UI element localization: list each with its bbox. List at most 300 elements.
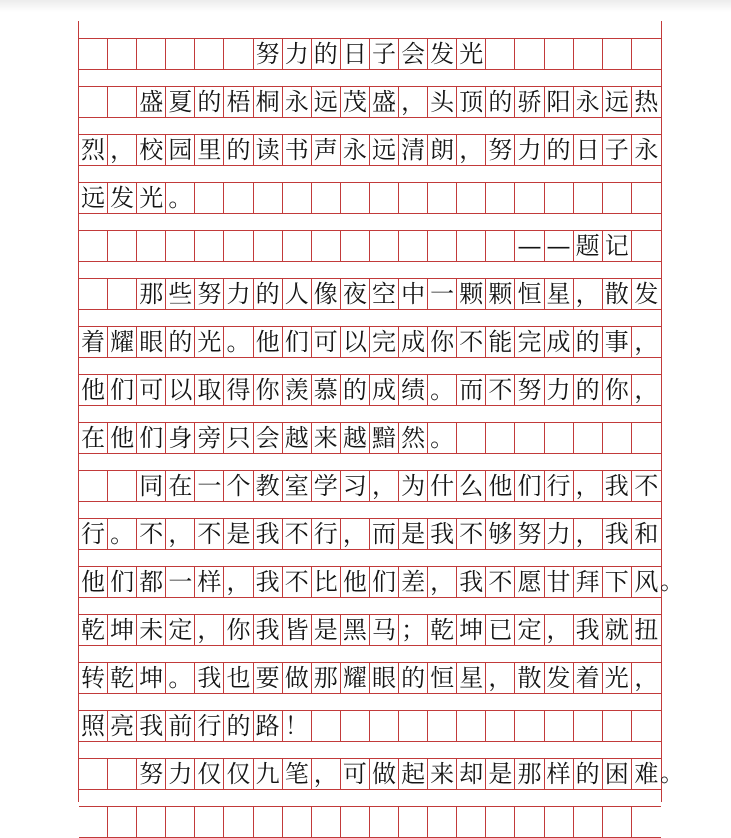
grid-cell: 力 <box>515 135 544 165</box>
grid-cell <box>195 231 224 261</box>
grid-cell <box>399 711 428 741</box>
grid-cell <box>574 807 603 837</box>
grid-cell <box>545 183 574 213</box>
grid-cell: 书 <box>283 135 312 165</box>
grid-cell: ， <box>634 376 659 404</box>
grid-row <box>79 710 661 742</box>
grid-cell: 而 <box>370 519 399 549</box>
grid-cell <box>195 807 224 837</box>
grid-cell <box>428 807 457 837</box>
grid-cell: 不 <box>283 567 312 597</box>
grid-cell <box>457 423 486 453</box>
grid-cell: 远 <box>603 87 632 117</box>
grid-cell: 记 <box>603 231 632 261</box>
grid-cell: ， <box>574 279 603 309</box>
grid-row <box>79 662 661 694</box>
grid-cell: 行 <box>545 471 574 501</box>
grid-cell: 子 <box>603 135 632 165</box>
grid-cell: 的 <box>224 711 253 741</box>
grid-cell: 朗 <box>428 135 457 165</box>
grid-cell <box>283 183 312 213</box>
grid-cell: 绩 <box>399 375 428 405</box>
grid-cell: ， <box>486 663 515 693</box>
grid-cell: 我 <box>603 471 632 501</box>
grid-cell: 着 <box>574 663 603 693</box>
grid-cell <box>603 183 632 213</box>
grid-row <box>79 86 661 118</box>
grid-cell <box>428 711 457 741</box>
grid-cell: 的 <box>224 135 253 165</box>
grid-cell: 力 <box>545 519 574 549</box>
grid-cell: 题 <box>574 231 603 261</box>
grid-cell: 笔 <box>283 759 312 789</box>
grid-cell: ， <box>399 87 428 117</box>
grid-cell: 骄 <box>515 87 544 117</box>
grid-cell: 在 <box>166 471 195 501</box>
grid-cell <box>137 39 166 69</box>
grid-cell: 难 <box>634 760 659 788</box>
grid-cell <box>603 423 632 453</box>
grid-cell <box>574 423 603 453</box>
grid-cell: 你 <box>224 615 253 645</box>
grid-cell: — <box>515 231 544 261</box>
grid-cell: 不 <box>457 519 486 549</box>
grid-cell: 乾 <box>108 663 137 693</box>
grid-cell: 散 <box>515 663 544 693</box>
grid-cell: 头 <box>428 87 457 117</box>
grid-cell: 样 <box>545 759 574 789</box>
margin-punctuation: 。 <box>660 759 684 787</box>
grid-cell: 习 <box>341 471 370 501</box>
grid-cell <box>515 39 544 69</box>
grid-cell: 盛 <box>137 87 166 117</box>
grid-cell: 恒 <box>428 663 457 693</box>
grid-cell: 颗 <box>486 279 515 309</box>
grid-cell: 乾 <box>428 615 457 645</box>
grid-cell <box>545 807 574 837</box>
grid-cell: ， <box>428 567 457 597</box>
grid-cell: 远 <box>79 183 108 213</box>
grid-cell: 星 <box>545 279 574 309</box>
grid-cell: 力 <box>224 279 253 309</box>
grid-cell: 前 <box>166 711 195 741</box>
grid-cell: 他 <box>108 423 137 453</box>
grid-cell <box>545 711 574 741</box>
grid-cell: ， <box>634 328 659 356</box>
grid-cell: 乾 <box>79 615 108 645</box>
grid-cell: 以 <box>166 375 195 405</box>
grid-cell: 那 <box>515 759 544 789</box>
grid-cell <box>137 231 166 261</box>
grid-cell <box>195 39 224 69</box>
grid-cell: 然 <box>399 423 428 453</box>
grid-cell: 是 <box>312 615 341 645</box>
grid-cell <box>341 807 370 837</box>
grid-cell: 做 <box>370 759 399 789</box>
grid-cell: 拜 <box>574 567 603 597</box>
grid-cell <box>399 231 428 261</box>
grid-cell <box>341 231 370 261</box>
grid-cell: 光 <box>195 327 224 357</box>
grid-cell: ， <box>108 135 137 165</box>
grid-cell: 光 <box>603 663 632 693</box>
grid-cell: 光 <box>457 39 486 69</box>
grid-cell: 们 <box>515 471 544 501</box>
grid-cell: 颗 <box>457 279 486 309</box>
grid-cell <box>632 183 661 213</box>
grid-cell: 我 <box>428 519 457 549</box>
grid-cell: ， <box>166 519 195 549</box>
grid-cell: 羡 <box>283 375 312 405</box>
grid-cell: 却 <box>457 759 486 789</box>
grid-row <box>79 422 661 454</box>
grid-cell <box>312 807 341 837</box>
grid-cell: 路 <box>254 711 283 741</box>
grid-cell: 一 <box>166 567 195 597</box>
grid-cell: 坤 <box>457 615 486 645</box>
grid-cell: 永 <box>283 87 312 117</box>
grid-cell: 那 <box>137 279 166 309</box>
grid-cell: 永 <box>341 135 370 165</box>
grid-cell: 他 <box>341 567 370 597</box>
grid-cell <box>79 807 108 837</box>
grid-cell: 阳 <box>545 87 574 117</box>
grid-cell: 得 <box>224 375 253 405</box>
grid-cell <box>486 183 515 213</box>
grid-cell: 不 <box>137 519 166 549</box>
grid-cell: 声 <box>312 135 341 165</box>
grid-cell <box>79 471 108 501</box>
grid-cell: 努 <box>486 135 515 165</box>
composition-grid-sheet <box>78 21 662 802</box>
grid-cell: 什 <box>428 471 457 501</box>
grid-cell <box>603 711 632 741</box>
grid-cell <box>574 183 603 213</box>
grid-cell <box>166 39 195 69</box>
grid-cell: 们 <box>283 327 312 357</box>
grid-cell: 着 <box>79 327 108 357</box>
grid-cell: 远 <box>370 135 399 165</box>
grid-cell: ！ <box>283 711 312 741</box>
grid-cell: 你 <box>254 375 283 405</box>
grid-cell: 的 <box>574 759 603 789</box>
grid-cell: 扭 <box>634 616 659 644</box>
grid-cell: 已 <box>486 615 515 645</box>
grid-cell: 而 <box>457 375 486 405</box>
grid-cell <box>224 39 253 69</box>
grid-cell: 像 <box>312 279 341 309</box>
grid-cell: 行 <box>312 519 341 549</box>
grid-cell: 我 <box>254 615 283 645</box>
grid-cell: 越 <box>341 423 370 453</box>
grid-cell: 梧 <box>224 87 253 117</box>
grid-cell: 行 <box>195 711 224 741</box>
grid-cell: 我 <box>603 519 632 549</box>
grid-cell: ， <box>224 567 253 597</box>
grid-cell: 定 <box>166 615 195 645</box>
grid-cell <box>574 39 603 69</box>
grid-cell: 我 <box>457 567 486 597</box>
grid-cell: ， <box>195 615 224 645</box>
grid-cell: 里 <box>195 135 224 165</box>
grid-cell <box>486 711 515 741</box>
grid-cell: 星 <box>457 663 486 693</box>
grid-cell: 不 <box>283 519 312 549</box>
grid-cell: 烈 <box>79 135 108 165</box>
grid-cell <box>79 759 108 789</box>
grid-cell: 起 <box>399 759 428 789</box>
grid-cell <box>370 183 399 213</box>
grid-cell: 身 <box>166 423 195 453</box>
grid-cell: ， <box>545 615 574 645</box>
grid-cell: 坤 <box>108 615 137 645</box>
grid-cell <box>515 807 544 837</box>
grid-cell <box>457 231 486 261</box>
grid-cell <box>254 807 283 837</box>
grid-cell: 未 <box>137 615 166 645</box>
grid-cell: 仅 <box>195 759 224 789</box>
grid-cell: — <box>545 231 574 261</box>
grid-cell: 的 <box>574 375 603 405</box>
grid-cell: 眼 <box>370 663 399 693</box>
grid-cell <box>79 279 108 309</box>
grid-cell <box>632 231 661 261</box>
grid-cell <box>312 711 341 741</box>
grid-cell: 一 <box>195 471 224 501</box>
grid-row <box>79 134 661 166</box>
grid-cell: 比 <box>312 567 341 597</box>
grid-cell: ； <box>399 615 428 645</box>
grid-cell: 慕 <box>312 375 341 405</box>
grid-cell: 差 <box>399 567 428 597</box>
grid-cell: 和 <box>634 520 659 548</box>
grid-cell <box>370 231 399 261</box>
grid-cell: 一 <box>428 279 457 309</box>
grid-cell: 不 <box>486 567 515 597</box>
grid-cell: 读 <box>254 135 283 165</box>
grid-cell: 努 <box>254 39 283 69</box>
title-row <box>79 38 661 70</box>
grid-cell <box>254 183 283 213</box>
grid-cell: 热 <box>634 88 659 116</box>
grid-row <box>79 470 661 502</box>
grid-cell <box>137 807 166 837</box>
grid-cell: 日 <box>574 135 603 165</box>
grid-cell <box>515 183 544 213</box>
grid-cell <box>254 231 283 261</box>
grid-cell <box>632 39 661 69</box>
grid-cell: 夏 <box>166 87 195 117</box>
grid-cell: 发 <box>108 183 137 213</box>
grid-cell: 会 <box>254 423 283 453</box>
grid-cell: ， <box>574 471 603 501</box>
grid-cell <box>79 87 108 117</box>
grid-cell <box>108 231 137 261</box>
grid-cell: 可 <box>312 327 341 357</box>
grid-cell: 黑 <box>341 615 370 645</box>
grid-row <box>79 806 661 838</box>
grid-cell: 照 <box>79 711 108 741</box>
grid-cell: 个 <box>224 471 253 501</box>
grid-cell <box>108 471 137 501</box>
grid-cell: 么 <box>457 471 486 501</box>
grid-cell: 清 <box>399 135 428 165</box>
grid-cell: 完 <box>515 327 544 357</box>
grid-cell: 会 <box>399 39 428 69</box>
grid-cell <box>486 39 515 69</box>
grid-row <box>79 374 661 406</box>
grid-cell: 定 <box>515 615 544 645</box>
grid-cell: 些 <box>166 279 195 309</box>
grid-cell: 就 <box>603 615 632 645</box>
grid-cell: 不 <box>486 375 515 405</box>
grid-cell: 桐 <box>254 87 283 117</box>
grid-cell: 校 <box>137 135 166 165</box>
grid-cell <box>312 183 341 213</box>
grid-cell <box>108 39 137 69</box>
grid-cell: ， <box>634 664 659 692</box>
grid-cell: 。 <box>166 183 195 213</box>
grid-cell: 成 <box>545 327 574 357</box>
grid-cell <box>574 711 603 741</box>
grid-cell: 的 <box>254 279 283 309</box>
grid-cell: 的 <box>574 327 603 357</box>
grid-cell: 亮 <box>108 711 137 741</box>
grid-cell <box>632 807 661 837</box>
grid-cell: 夜 <box>341 279 370 309</box>
grid-cell: 不 <box>457 327 486 357</box>
grid-cell: ， <box>312 759 341 789</box>
grid-row <box>79 518 661 550</box>
grid-cell <box>79 231 108 261</box>
grid-cell <box>195 183 224 213</box>
grid-cell <box>603 39 632 69</box>
grid-cell: 力 <box>166 759 195 789</box>
grid-cell <box>283 807 312 837</box>
grid-cell: 努 <box>195 279 224 309</box>
grid-cell: 空 <box>370 279 399 309</box>
grid-cell: 盛 <box>370 87 399 117</box>
grid-row <box>79 326 661 358</box>
grid-cell: 旁 <box>195 423 224 453</box>
grid-cell: ， <box>370 471 399 501</box>
grid-row <box>79 566 661 598</box>
grid-cell <box>370 711 399 741</box>
grid-cell: 愿 <box>515 567 544 597</box>
grid-cell: 力 <box>545 375 574 405</box>
grid-cell: 取 <box>195 375 224 405</box>
grid-cell <box>603 807 632 837</box>
grid-row <box>79 278 661 310</box>
grid-cell <box>428 183 457 213</box>
grid-row <box>79 614 661 646</box>
grid-cell: 教 <box>254 471 283 501</box>
grid-cell: 耀 <box>341 663 370 693</box>
grid-cell: 都 <box>137 567 166 597</box>
grid-cell: 恒 <box>515 279 544 309</box>
grid-cell <box>108 279 137 309</box>
grid-cell <box>428 231 457 261</box>
grid-cell: 远 <box>312 87 341 117</box>
grid-cell: 我 <box>195 663 224 693</box>
grid-cell: 发 <box>634 280 659 308</box>
grid-cell: 不 <box>195 519 224 549</box>
grid-cell: 来 <box>428 759 457 789</box>
grid-cell: ， <box>457 135 486 165</box>
grid-cell: 黯 <box>370 423 399 453</box>
grid-cell: 同 <box>137 471 166 501</box>
grid-cell <box>108 807 137 837</box>
grid-cell <box>108 759 137 789</box>
grid-cell: 以 <box>341 327 370 357</box>
grid-row <box>79 182 661 214</box>
grid-cell: ， <box>574 519 603 549</box>
grid-cell: 马 <box>370 615 399 645</box>
grid-cell: 园 <box>166 135 195 165</box>
grid-cell: 室 <box>283 471 312 501</box>
grid-cell <box>632 711 661 741</box>
grid-cell: 坤 <box>137 663 166 693</box>
grid-cell: 发 <box>428 39 457 69</box>
grid-cell: 永 <box>634 136 659 164</box>
grid-cell <box>545 39 574 69</box>
grid-cell: 们 <box>370 567 399 597</box>
grid-cell <box>515 423 544 453</box>
grid-cell: 可 <box>137 375 166 405</box>
grid-row <box>79 758 661 790</box>
grid-cell: 够 <box>486 519 515 549</box>
grid-cell: 他 <box>486 471 515 501</box>
grid-cell: 来 <box>312 423 341 453</box>
grid-cell <box>457 807 486 837</box>
grid-cell: 的 <box>166 327 195 357</box>
grid-cell: 们 <box>108 567 137 597</box>
grid-cell <box>486 423 515 453</box>
grid-cell <box>341 711 370 741</box>
grid-cell: 完 <box>370 327 399 357</box>
grid-cell <box>108 87 137 117</box>
grid-cell: 子 <box>370 39 399 69</box>
grid-cell: 越 <box>283 423 312 453</box>
grid-cell: 不 <box>634 472 659 500</box>
grid-cell: 那 <box>312 663 341 693</box>
grid-cell: 努 <box>515 519 544 549</box>
grid-cell: 力 <box>283 39 312 69</box>
grid-cell: 他 <box>79 567 108 597</box>
grid-cell: 。 <box>428 375 457 405</box>
grid-cell: 散 <box>603 279 632 309</box>
grid-cell: 要 <box>254 663 283 693</box>
grid-cell: 事 <box>603 327 632 357</box>
grid-cell: 你 <box>428 327 457 357</box>
grid-cell: 成 <box>370 375 399 405</box>
grid-cell <box>457 711 486 741</box>
grid-cell: 转 <box>79 663 108 693</box>
grid-cell: 在 <box>79 423 108 453</box>
grid-cell <box>457 183 486 213</box>
grid-cell: 做 <box>283 663 312 693</box>
grid-cell <box>166 231 195 261</box>
grid-cell: 光 <box>137 183 166 213</box>
grid-row <box>79 230 661 262</box>
grid-cell: 下 <box>603 567 632 597</box>
grid-cell: 是 <box>399 519 428 549</box>
grid-cell: 茂 <box>341 87 370 117</box>
grid-cell: 的 <box>341 375 370 405</box>
grid-cell: 们 <box>137 423 166 453</box>
grid-cell <box>79 39 108 69</box>
grid-cell <box>370 807 399 837</box>
